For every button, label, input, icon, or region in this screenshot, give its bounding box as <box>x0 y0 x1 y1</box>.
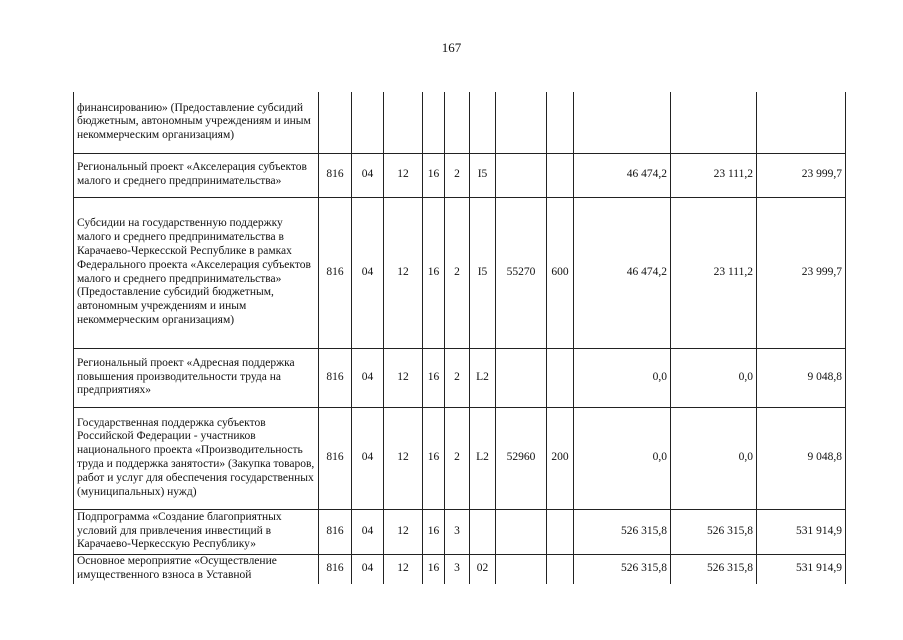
sum3-cell: 531 914,9 <box>757 554 846 584</box>
sum1-cell <box>574 92 671 153</box>
program-cell: 16 <box>423 509 445 554</box>
sum1-cell: 0,0 <box>574 348 671 407</box>
code-cell <box>496 554 547 584</box>
table-row <box>74 509 846 554</box>
vr-cell <box>547 348 574 407</box>
vedomstvo-cell: 816 <box>319 348 352 407</box>
sum1-cell: 526 315,8 <box>574 554 671 584</box>
code-cell <box>496 92 547 153</box>
direction-cell: L2 <box>470 407 496 509</box>
sum3-cell: 23 999,7 <box>757 197 846 348</box>
podrazdel-cell <box>384 92 423 153</box>
vedomstvo-cell: 816 <box>319 554 352 584</box>
program-cell <box>423 92 445 153</box>
podrazdel-cell: 12 <box>384 348 423 407</box>
code-cell <box>496 509 547 554</box>
sum2-cell: 526 315,8 <box>671 509 757 554</box>
razdel-cell: 04 <box>352 407 384 509</box>
row-name: Региональный проект «Акселерация субъектов малого и среднего предпринимательства» <box>74 153 319 197</box>
podrazdel-cell: 12 <box>384 554 423 584</box>
sum3-cell: 23 999,7 <box>757 153 846 197</box>
code-cell: 52960 <box>496 407 547 509</box>
subprogram-cell: 2 <box>445 153 470 197</box>
row-name: финансированию» (Предоставление субсидий бюджетным, автономным учреждениям и иным некоммерческим организациям) <box>74 92 319 153</box>
sum1-cell: 526 315,8 <box>574 509 671 554</box>
vr-cell <box>547 554 574 584</box>
direction-cell: 02 <box>470 554 496 584</box>
subprogram-cell <box>445 92 470 153</box>
sum1-cell: 46 474,2 <box>574 153 671 197</box>
sum3-cell: 9 048,8 <box>757 348 846 407</box>
razdel-cell <box>352 92 384 153</box>
program-cell: 16 <box>423 554 445 584</box>
razdel-cell: 04 <box>352 509 384 554</box>
table-row <box>74 554 846 584</box>
table-row <box>74 348 846 407</box>
vr-cell <box>547 92 574 153</box>
podrazdel-cell: 12 <box>384 407 423 509</box>
vr-cell: 600 <box>547 197 574 348</box>
row-name: Субсидии на государственную поддержку малого и среднего предпринимательства в Карачаево-Черкесской Республике в рамках Федерального проекта «Акселерация субъектов малого и среднего предпринимательства» (Предоставление субсидий бюджетным, автономным учреждениям и иным некоммерческим организациям) <box>74 197 319 348</box>
code-cell <box>496 153 547 197</box>
sum3-cell <box>757 92 846 153</box>
table-row <box>74 407 846 509</box>
direction-cell: I5 <box>470 197 496 348</box>
vr-cell <box>547 509 574 554</box>
direction-cell: I5 <box>470 153 496 197</box>
table-row <box>74 197 846 348</box>
direction-cell: L2 <box>470 348 496 407</box>
vr-cell <box>547 153 574 197</box>
sum2-cell: 23 111,2 <box>671 153 757 197</box>
program-cell: 16 <box>423 153 445 197</box>
subprogram-cell: 2 <box>445 348 470 407</box>
vedomstvo-cell: 816 <box>319 509 352 554</box>
subprogram-cell: 3 <box>445 509 470 554</box>
direction-cell <box>470 509 496 554</box>
sum1-cell: 46 474,2 <box>574 197 671 348</box>
vedomstvo-cell: 816 <box>319 153 352 197</box>
row-name: Государственная поддержка субъектов Российской Федерации - участников национального проекта «Производительность труда и поддержка занятости» (Закупка товаров, работ и услуг для обеспечения государственных (муниципальных) нужд) <box>74 407 319 509</box>
program-cell: 16 <box>423 197 445 348</box>
vedomstvo-cell: 816 <box>319 407 352 509</box>
table-row <box>74 153 846 197</box>
direction-cell <box>470 92 496 153</box>
sum2-cell <box>671 92 757 153</box>
sum3-cell: 531 914,9 <box>757 509 846 554</box>
sum1-cell: 0,0 <box>574 407 671 509</box>
program-cell: 16 <box>423 407 445 509</box>
sum2-cell: 23 111,2 <box>671 197 757 348</box>
table-row <box>74 92 846 153</box>
subprogram-cell: 2 <box>445 197 470 348</box>
sum2-cell: 526 315,8 <box>671 554 757 584</box>
sum2-cell: 0,0 <box>671 407 757 509</box>
page-number: 167 <box>441 40 462 55</box>
sum3-cell: 9 048,8 <box>757 407 846 509</box>
budget-table <box>73 92 846 584</box>
razdel-cell: 04 <box>352 153 384 197</box>
code-cell <box>496 348 547 407</box>
podrazdel-cell: 12 <box>384 153 423 197</box>
code-cell: 55270 <box>496 197 547 348</box>
sum2-cell: 0,0 <box>671 348 757 407</box>
subprogram-cell: 2 <box>445 407 470 509</box>
vedomstvo-cell <box>319 92 352 153</box>
row-name: Региональный проект «Адресная поддержка повышения производительности труда на предприятиях» <box>74 348 319 407</box>
podrazdel-cell: 12 <box>384 197 423 348</box>
razdel-cell: 04 <box>352 197 384 348</box>
row-name: Основное мероприятие «Осуществление имущественного взноса в Уставной <box>74 554 319 584</box>
subprogram-cell: 3 <box>445 554 470 584</box>
podrazdel-cell: 12 <box>384 509 423 554</box>
vedomstvo-cell: 816 <box>319 197 352 348</box>
program-cell: 16 <box>423 348 445 407</box>
vr-cell: 200 <box>547 407 574 509</box>
row-name: Подпрограмма «Создание благоприятных условий для привлечения инвестиций в Карачаево-Черкесскую Республику» <box>74 509 319 554</box>
razdel-cell: 04 <box>352 348 384 407</box>
razdel-cell: 04 <box>352 554 384 584</box>
